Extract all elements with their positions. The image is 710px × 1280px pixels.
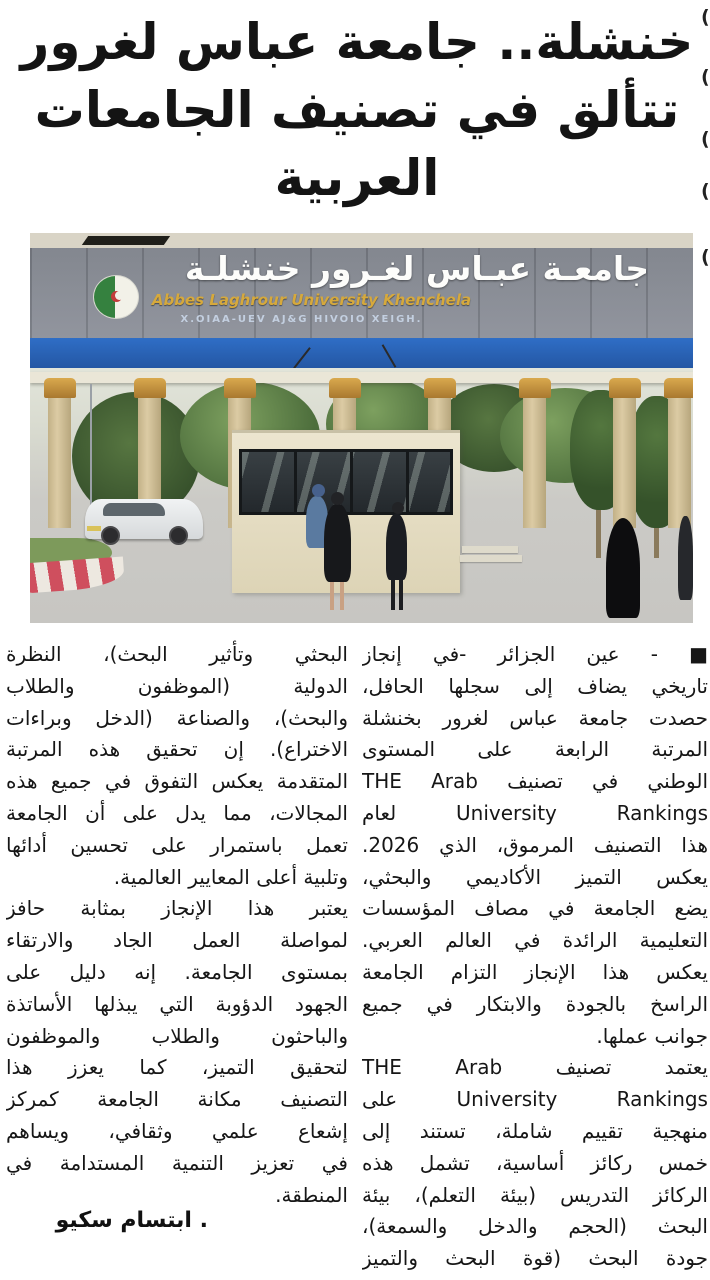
person-legs: [340, 582, 344, 610]
column-capital: [134, 378, 166, 398]
gate-scene: [30, 368, 693, 623]
article-line: يعكس هذا الإنجاز التزام الجامعة: [362, 959, 708, 984]
colonnade-lintel: [30, 372, 693, 383]
article-line: الجهود الدؤوبة التي يبذلها الأساتذة: [6, 991, 348, 1016]
article-headline: [18, 8, 696, 212]
person-legs: [330, 582, 334, 610]
article-line: ■ - عين الجزائر -في إنجاز: [362, 642, 708, 666]
article-line: المتقدمة يعكس التفوق في جميع هذه: [6, 769, 348, 794]
article-line: University Rankings لعام: [362, 800, 708, 825]
column-capital: [609, 378, 641, 398]
article-line: تاريخي يضاف إلى سجلها الحافل،: [362, 673, 708, 698]
article-line: يعتبر هذا الإنجاز بمثابة حافز: [6, 896, 348, 921]
person-dark-dress: [324, 504, 351, 582]
article-line: جودة البحث (قوة البحث والتميز: [362, 1246, 708, 1271]
window-mullion: [294, 452, 297, 512]
column: [48, 396, 71, 528]
column: [523, 396, 546, 528]
article-line: University Rankings على: [362, 1087, 708, 1112]
article-column-right: [362, 639, 708, 1275]
article-line: المجالات، مما يدل على أن الجامعة: [6, 800, 348, 825]
car-wheel: [101, 526, 120, 545]
headline-line-2: تتألق في تصنيف الجامعات: [34, 81, 680, 139]
booth-steps: [462, 546, 518, 553]
article-line: إشعاع علمي وثقافي، ويساهم: [6, 1118, 348, 1143]
article-line: البحث (الحجم والدخل والسمعة)،: [362, 1214, 708, 1239]
article-line: الوطني في تصنيف THE Arab: [362, 769, 708, 794]
person-head: [392, 502, 404, 514]
photo-roof-object: [82, 236, 170, 245]
article-line: الدولية (الموظفون والطلاب: [6, 673, 348, 698]
person-head: [312, 484, 325, 497]
booth-windows: [239, 449, 453, 515]
cut-glyph-fragment: (: [701, 246, 710, 268]
cut-glyph-fragment: (: [701, 128, 710, 150]
article-line: منهجية تقييم شاملة، تستند إلى: [362, 1118, 708, 1143]
car-window: [103, 503, 165, 516]
article-line: وتلبية أعلى المعايير العالمية.: [113, 864, 348, 889]
column: [613, 396, 636, 528]
article-line: يعكس التميز الأكاديمي والبحثي،: [362, 864, 708, 889]
article-line: المرتبة الرابعة على المستوى: [362, 737, 708, 762]
article-line: بمستوى الجامعة. إنه دليل على: [6, 959, 348, 984]
author-byline: . ابتسام سكيو: [55, 1208, 208, 1233]
person-right-edge: [678, 516, 693, 600]
column: [668, 396, 691, 528]
security-guard: [386, 514, 407, 580]
column-capital: [519, 378, 551, 398]
article-line: الاختراع). إن تحقيق هذه المرتبة: [6, 737, 348, 762]
article-line: والبحث)، والصناعة (الدخل وبراءات: [6, 705, 348, 730]
person-legs: [399, 580, 403, 610]
article-line: يضع الجامعة في مصاف المؤسسات: [362, 896, 708, 921]
column-capital: [224, 378, 256, 398]
striped-curb: [30, 557, 125, 594]
article-line: يعتمد تصنيف THE Arab: [362, 1055, 708, 1080]
cut-glyph-fragment: (: [701, 66, 710, 88]
gate-blue-beam: [30, 338, 693, 368]
gate-sign-panel: [30, 248, 693, 338]
car-wheel: [169, 526, 188, 545]
column-capital: [44, 378, 76, 398]
person-legs: [391, 580, 395, 610]
column-capital: [424, 378, 456, 398]
column-capital: [329, 378, 361, 398]
car-plate: [87, 526, 101, 531]
window-mullion: [406, 452, 409, 512]
sign-english-text: Abbes Laghrour University Khenchela: [151, 291, 472, 309]
article-column-left: [6, 639, 348, 1211]
headline-line-1: خنشلة.. جامعة عباس لغرور: [20, 13, 694, 71]
article-line: لمواصلة العمل الجاد والارتقاء: [6, 928, 348, 953]
article-line: خمس ركائز أساسية، تشمل هذه: [362, 1150, 708, 1175]
university-gate-photo: [30, 233, 693, 623]
sign-tifinagh-text: X.OIAA-UEV AJ&G HIVOIO XEIGH.: [180, 314, 423, 325]
article-line: تعمل باستمرار على تحسين أدائها: [6, 832, 348, 857]
article-line: التصنيف مكانة الجامعة كمركز: [6, 1087, 348, 1112]
article-line: هذا التصنيف المرموق، الذي 2026.: [362, 832, 708, 857]
article-line: التعليمية الرائدة في العالم العربي.: [362, 928, 708, 953]
article-line: جوانب عملها.: [596, 1023, 708, 1048]
headline-line-3: العربية: [274, 149, 440, 207]
sign-arabic-text: جامعـة عبـاس لغـرور خنشلـة: [184, 249, 650, 288]
booth-steps: [460, 555, 522, 562]
cut-glyph-fragment: (: [701, 180, 710, 202]
woman-in-niqab: [606, 518, 640, 618]
article-line: الركائز التدريس (بيئة التعلم)، بيئة: [362, 1182, 708, 1207]
article-line: في تعزيز التنمية المستدامة في: [6, 1150, 348, 1175]
article-line: لتحقيق التميز، كما يعزز هذا: [6, 1055, 348, 1080]
article-line: البحثي وتأثير البحث)، النظرة: [6, 642, 348, 666]
article-line: المنطقة.: [275, 1182, 348, 1207]
cut-glyph-fragment: (: [701, 6, 710, 28]
white-car: [85, 499, 203, 539]
person-head: [331, 492, 344, 505]
article-line: حصدت جامعة عباس لغرور بخنشلة: [362, 705, 708, 730]
article-line: والباحثون والطلاب والموظفون: [6, 1023, 348, 1048]
window-mullion: [350, 452, 353, 512]
column-capital: [664, 378, 693, 398]
article-line: الراسخ بالجودة والابتكار في جميع: [362, 991, 708, 1016]
